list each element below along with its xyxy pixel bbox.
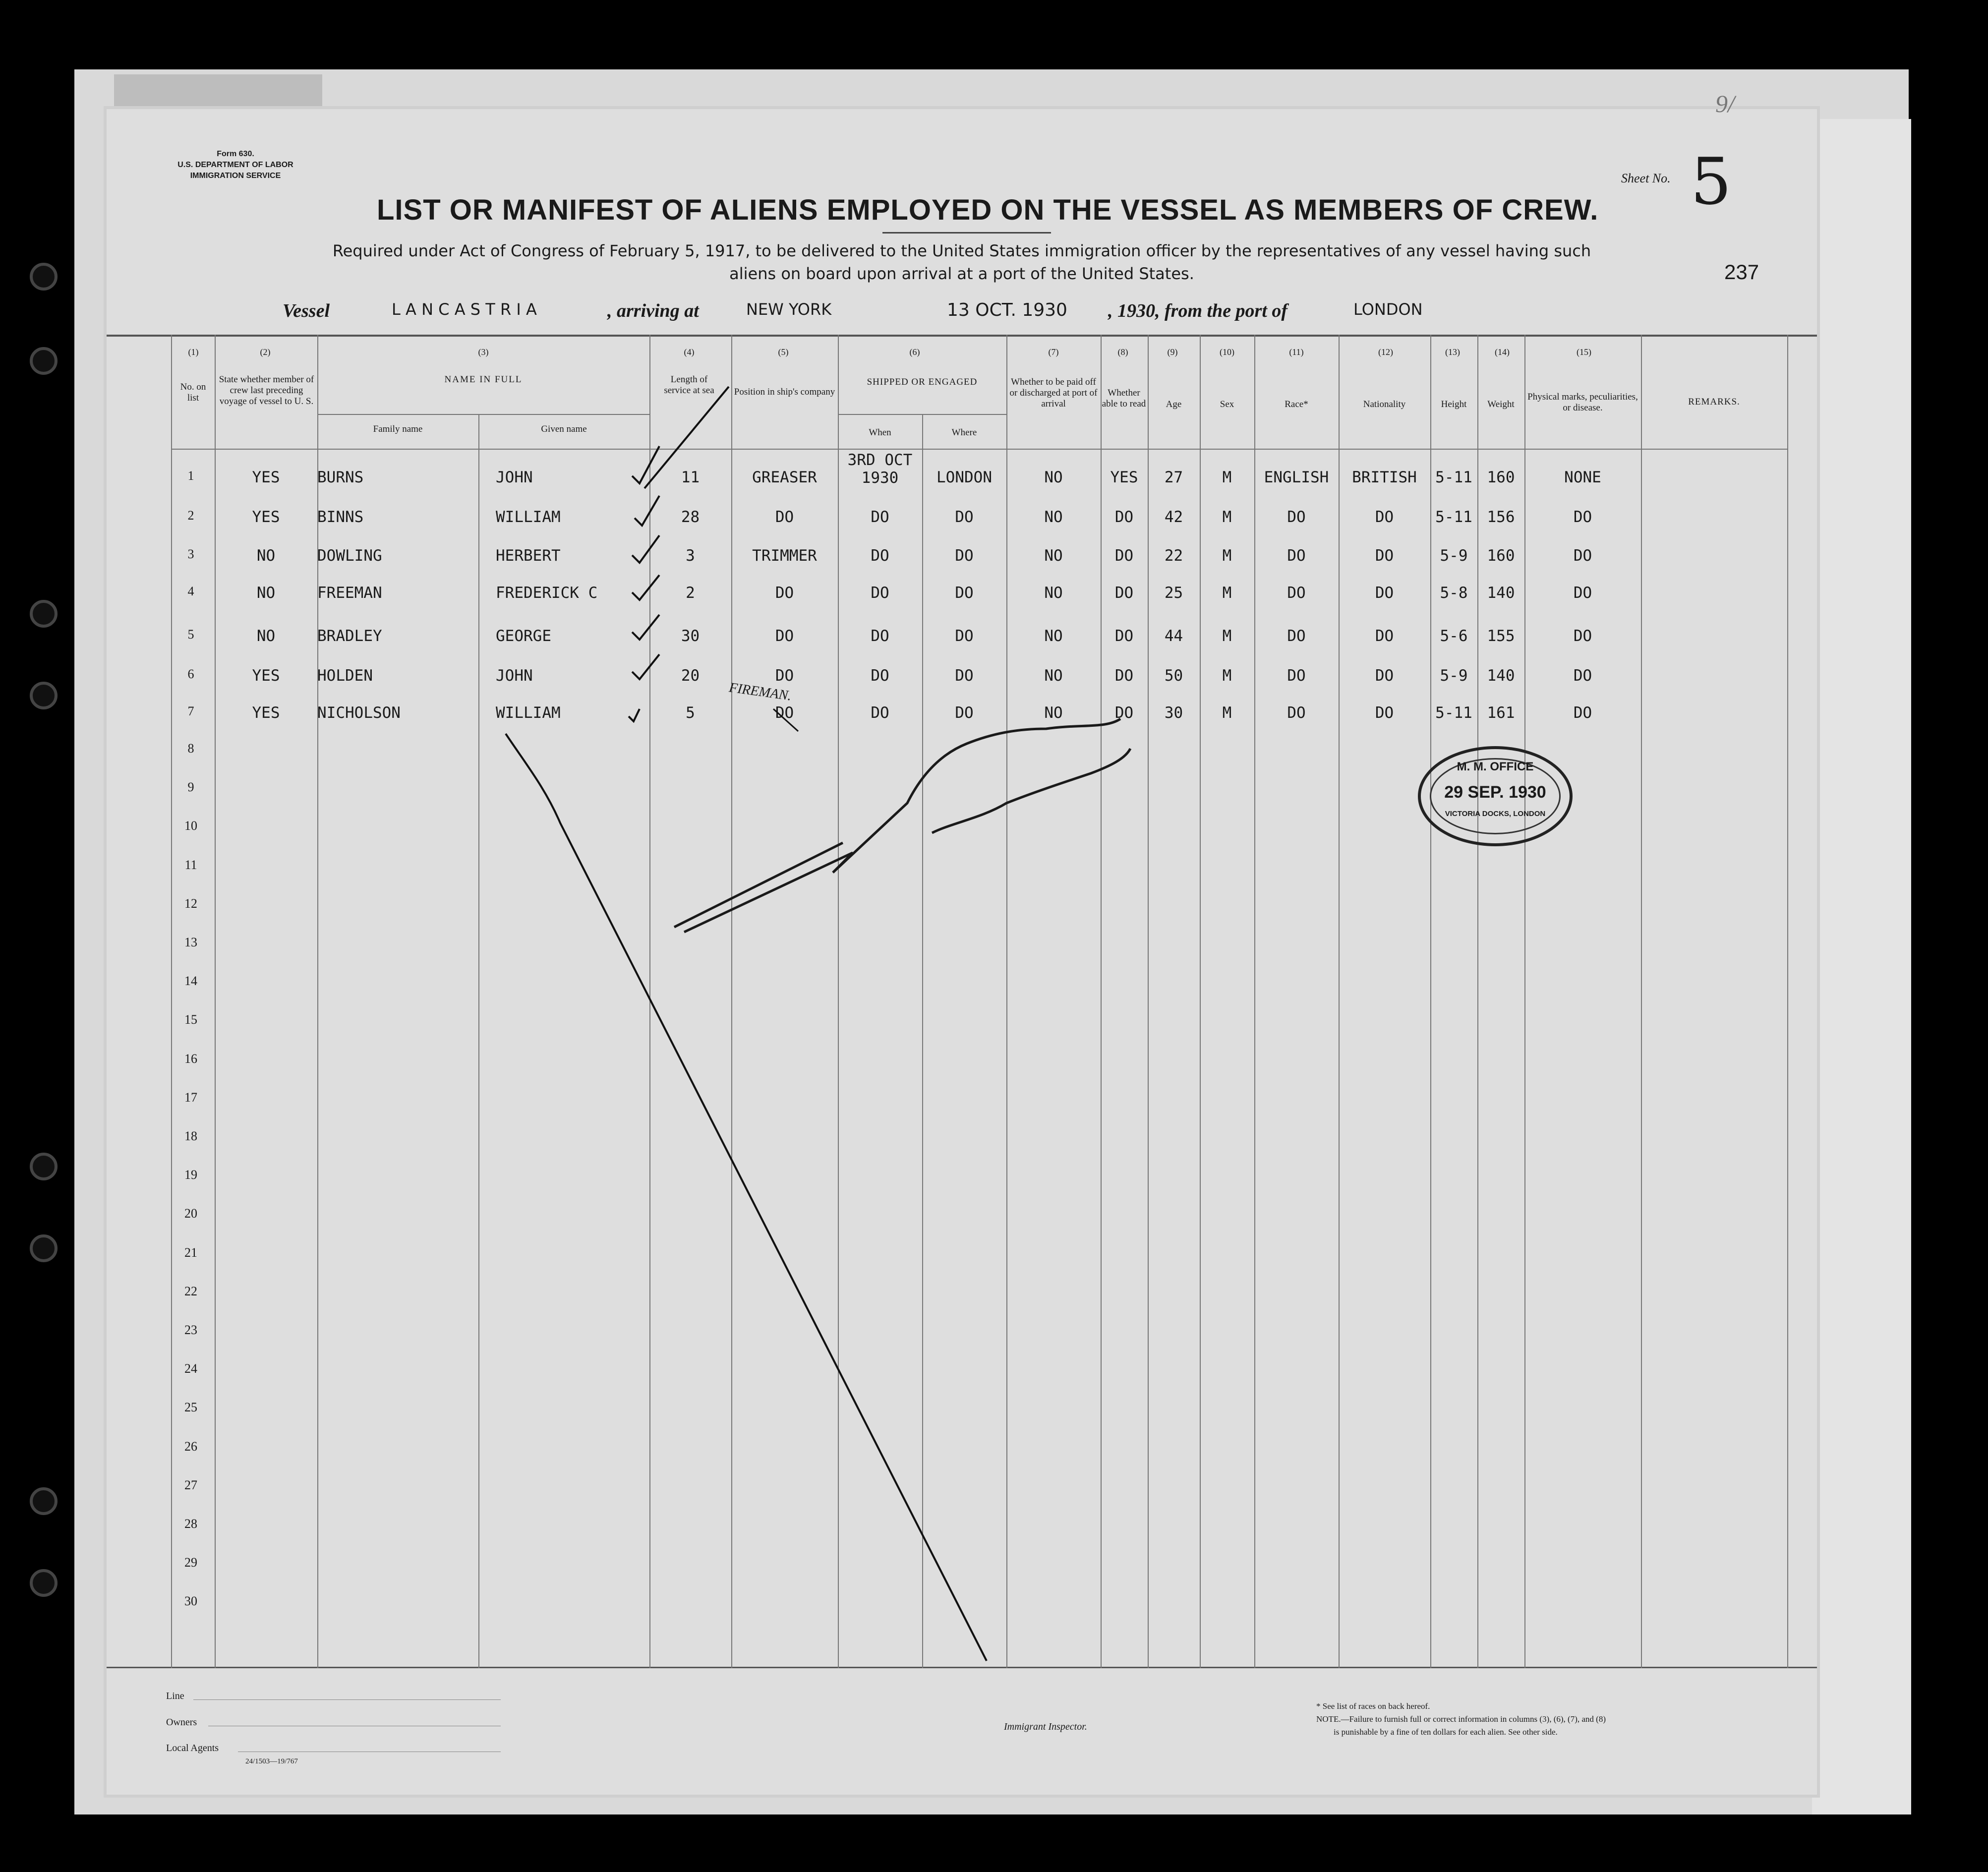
cell-race: DO <box>1287 704 1306 722</box>
cell-read: DO <box>1114 704 1134 722</box>
cell-age: 22 <box>1164 547 1183 565</box>
check-mark <box>632 446 659 483</box>
column-number: (13) <box>1445 347 1460 357</box>
footer-print-code: 24/1503—19/767 <box>245 1757 298 1765</box>
row-number: 12 <box>184 896 197 911</box>
signature <box>674 719 1130 932</box>
arriving-label: , arriving at <box>607 300 699 321</box>
check-mark <box>632 575 659 600</box>
page-title: LIST OR MANIFEST OF ALIENS EMPLOYED ON THE VESSEL AS MEMBERS OF CREW. <box>377 194 1599 226</box>
cell-prev: YES <box>252 508 280 526</box>
column-number: (10) <box>1220 347 1234 357</box>
footer-line-label: Line <box>166 1691 184 1701</box>
cell-weight: 155 <box>1487 627 1515 645</box>
row-number: 7 <box>187 704 194 718</box>
cell-nat: DO <box>1375 508 1394 526</box>
slash-mark <box>644 387 729 488</box>
cell-where: DO <box>955 704 974 722</box>
header-physical-marks: Physical marks, peculiarities, or disease. <box>1527 392 1638 413</box>
cell-prev: NO <box>256 547 276 565</box>
cell-nat: DO <box>1375 584 1394 602</box>
cell-marks: DO <box>1573 547 1592 565</box>
cell-service: 2 <box>686 584 695 602</box>
check-mark <box>632 654 659 679</box>
cell-position: GREASER <box>752 468 817 486</box>
row-number: 28 <box>184 1517 197 1531</box>
cell-height: 5-11 <box>1435 508 1472 526</box>
cancellation-line <box>506 734 987 1661</box>
row-number: 17 <box>184 1090 197 1105</box>
cell-weight: 161 <box>1487 704 1515 722</box>
header-sex: Sex <box>1220 399 1234 410</box>
column-number: (14) <box>1495 347 1510 357</box>
archive-number: 237 <box>1724 260 1759 284</box>
header-member-last-voyage: State whether member of crew last preceding voyage of vessel to U. S. <box>219 374 314 407</box>
cell-nat: BRITISH <box>1352 468 1417 486</box>
cell-height: 5-11 <box>1435 704 1472 722</box>
cell-paid: NO <box>1044 627 1063 645</box>
cell-when: DO <box>871 704 889 722</box>
form-number: Form 630. <box>217 150 254 158</box>
column-number: (6) <box>909 347 920 357</box>
row-number: 19 <box>184 1168 197 1182</box>
check-mark <box>635 496 659 526</box>
cell-family: DOWLING <box>317 547 382 565</box>
arriving-port: NEW YORK <box>746 300 832 319</box>
cell-where: DO <box>955 667 974 685</box>
cell-age: 42 <box>1164 508 1183 526</box>
cell-age: 27 <box>1164 468 1183 486</box>
cell-read: DO <box>1114 627 1134 645</box>
cell-given: FREDERICK C <box>496 584 598 602</box>
column-number: (7) <box>1048 347 1059 357</box>
cell-paid: NO <box>1044 547 1063 565</box>
row-number: 25 <box>184 1400 197 1415</box>
cell-race: ENGLISH <box>1264 468 1329 486</box>
cell-prev: YES <box>252 704 280 722</box>
cell-marks: DO <box>1573 627 1592 645</box>
cell-where: LONDON <box>936 468 992 486</box>
cell-race: DO <box>1287 547 1306 565</box>
cell-paid: NO <box>1044 584 1063 602</box>
cell-prev: NO <box>256 627 276 645</box>
header-age: Age <box>1166 399 1182 410</box>
footer-note-1: * See list of races on back hereof. <box>1316 1701 1430 1711</box>
cell-paid: NO <box>1044 508 1063 526</box>
row7-annotation: FIREMAN. <box>728 680 793 704</box>
cell-position: DO <box>775 508 794 526</box>
cell-prev: YES <box>252 667 280 685</box>
cell-service: 30 <box>681 627 700 645</box>
check-mark <box>629 709 640 721</box>
row-number: 29 <box>184 1555 197 1570</box>
cell-where: DO <box>955 547 974 565</box>
row-number: 1 <box>187 468 194 483</box>
row-number: 21 <box>184 1245 197 1260</box>
cell-service: 20 <box>681 667 700 685</box>
cell-marks: DO <box>1573 508 1592 526</box>
cell-read: DO <box>1114 508 1134 526</box>
footer-note-2: NOTE.—Failure to furnish full or correct information in columns (3), (6), (7), and (8) <box>1316 1714 1606 1724</box>
footer-local-agents-label: Local Agents <box>166 1743 219 1754</box>
cell-position: DO <box>775 627 794 645</box>
cell-family: FREEMAN <box>317 584 382 602</box>
row-number: 15 <box>184 1012 197 1027</box>
cell-race: DO <box>1287 508 1306 526</box>
do-strike <box>773 709 798 731</box>
cell-height: 5-9 <box>1440 547 1468 565</box>
column-number: (4) <box>684 347 695 357</box>
year-label: , 1930, from the port of <box>1108 300 1288 321</box>
cell-when: DO <box>871 547 889 565</box>
row-number: 20 <box>184 1206 197 1221</box>
column-number: (5) <box>778 347 789 357</box>
cell-sex: M <box>1222 704 1232 722</box>
cell-marks: DO <box>1573 584 1592 602</box>
cell-family: NICHOLSON <box>317 704 401 722</box>
cell-marks: DO <box>1573 704 1592 722</box>
cell-position: DO <box>775 704 794 722</box>
cell-when: DO <box>871 508 889 526</box>
row-number: 3 <box>187 547 194 561</box>
cell-when: DO <box>871 667 889 685</box>
column-number: (9) <box>1167 347 1178 357</box>
check-mark <box>632 535 659 563</box>
column-number: (1) <box>188 347 199 357</box>
vessel-label: Vessel <box>283 300 330 321</box>
cell-sex: M <box>1222 627 1232 645</box>
row-number: 22 <box>184 1284 197 1298</box>
cell-paid: NO <box>1044 667 1063 685</box>
header-given-name: Given name <box>541 424 587 434</box>
header-when: When <box>869 427 891 438</box>
row-number: 4 <box>187 584 194 598</box>
cell-height: 5-11 <box>1435 468 1472 486</box>
row-number: 23 <box>184 1323 197 1337</box>
cell-nat: DO <box>1375 547 1394 565</box>
row-number: 6 <box>187 667 194 681</box>
cell-family: BURNS <box>317 468 364 486</box>
cell-sex: M <box>1222 667 1232 685</box>
cell-family: BINNS <box>317 508 364 526</box>
row-number: 27 <box>184 1477 197 1492</box>
cell-height: 5-9 <box>1440 667 1468 685</box>
stamp-top-text: M. M. OFFICE <box>1457 760 1534 773</box>
cell-sex: M <box>1222 468 1232 486</box>
cell-nat: DO <box>1375 667 1394 685</box>
row-number: 10 <box>184 819 197 833</box>
cell-prev: NO <box>256 584 276 602</box>
row-number: 30 <box>184 1594 197 1609</box>
cell-height: 5-8 <box>1440 584 1468 602</box>
cell-race: DO <box>1287 584 1306 602</box>
row-number: 9 <box>187 780 194 795</box>
sheet-number: 5 <box>1691 144 1732 219</box>
cell-read: DO <box>1114 584 1134 602</box>
header-remarks: REMARKS. <box>1688 397 1740 407</box>
row-number: 18 <box>184 1129 197 1143</box>
cell-height: 5-6 <box>1440 627 1468 645</box>
header-able-to-read: Whether able to read <box>1102 388 1146 409</box>
footer-note-3: is punishable by a fine of ten dollars for each alien. See other side. <box>1334 1727 1558 1737</box>
header-position: Position in ship's company <box>734 387 835 397</box>
cell-paid: NO <box>1044 704 1063 722</box>
column-number: (15) <box>1577 347 1591 357</box>
cell-given: JOHN <box>496 667 533 685</box>
header-weight: Weight <box>1487 399 1515 410</box>
from-port: LONDON <box>1353 300 1423 319</box>
footer-inspector-label: Immigrant Inspector. <box>1004 1721 1087 1732</box>
cell-given: GEORGE <box>496 627 551 645</box>
cell-paid: NO <box>1044 468 1063 486</box>
cell-family: BRADLEY <box>317 627 382 645</box>
row-number: 24 <box>184 1361 197 1376</box>
row-number: 5 <box>187 627 194 642</box>
cell-family: HOLDEN <box>317 667 373 685</box>
subtitle-line-1: Required under Act of Congress of February 5, 1917, to be delivered to the United States immigration officer by the representatives of any vessel having such <box>332 241 1591 260</box>
cell-age: 25 <box>1164 584 1183 602</box>
footer-owners-label: Owners <box>166 1717 197 1728</box>
header-paid-off: Whether to be paid off or discharged at port of arrival <box>1009 377 1098 409</box>
cell-race: DO <box>1287 627 1306 645</box>
cell-age: 50 <box>1164 667 1183 685</box>
check-marks <box>629 387 729 721</box>
column-number: (8) <box>1117 347 1128 357</box>
cell-sex: M <box>1222 508 1232 526</box>
cell-prev: YES <box>252 468 280 486</box>
cell-weight: 156 <box>1487 508 1515 526</box>
cell-given: HERBERT <box>496 547 561 565</box>
header-race: Race* <box>1285 399 1308 410</box>
cell-when: DO <box>871 584 889 602</box>
cell-read: YES <box>1110 468 1138 486</box>
cell-when: 3RD OCT 1930 <box>847 451 913 487</box>
cell-marks: DO <box>1573 667 1592 685</box>
cell-weight: 140 <box>1487 584 1515 602</box>
row-number: 2 <box>187 508 194 523</box>
check-mark <box>632 615 659 640</box>
cell-nat: DO <box>1375 704 1394 722</box>
cell-sex: M <box>1222 584 1232 602</box>
cell-read: DO <box>1114 667 1134 685</box>
column-number: (11) <box>1289 347 1304 357</box>
subtitle-line-2: aliens on board upon arrival at a port of the United States. <box>729 264 1194 283</box>
cell-given: WILLIAM <box>496 704 561 722</box>
sheet-number-label: Sheet No. <box>1621 171 1671 185</box>
cell-service: 11 <box>681 468 700 486</box>
cell-age: 44 <box>1164 627 1183 645</box>
cell-sex: M <box>1222 547 1232 565</box>
cell-service: 28 <box>681 508 700 526</box>
cell-given: WILLIAM <box>496 508 561 526</box>
cell-age: 30 <box>1164 704 1183 722</box>
footer-line-rule <box>193 1699 501 1700</box>
cell-service: 3 <box>686 547 695 565</box>
row-number: 11 <box>184 857 197 872</box>
cell-read: DO <box>1114 547 1134 565</box>
cell-nat: DO <box>1375 627 1394 645</box>
row-number: 8 <box>187 741 194 756</box>
cell-where: DO <box>955 584 974 602</box>
header-length-of-service: Length of service at sea <box>664 374 714 396</box>
header-nationality: Nationality <box>1363 399 1406 410</box>
cell-weight: 160 <box>1487 547 1515 565</box>
column-number: (3) <box>478 347 489 357</box>
cell-when: DO <box>871 627 889 645</box>
column-number: (2) <box>260 347 271 357</box>
arrival-date: 13 OCT. 1930 <box>947 300 1067 320</box>
vessel-name: L A N C A S T R I A <box>392 300 537 319</box>
office-stamp <box>1418 746 1573 846</box>
cell-position: DO <box>775 584 794 602</box>
row-number: 26 <box>184 1439 197 1454</box>
header-shipped-engaged: SHIPPED OR ENGAGED <box>867 377 978 387</box>
row-number: 13 <box>184 935 197 949</box>
header-name-in-full: NAME IN FULL <box>444 374 523 385</box>
cell-service: 5 <box>686 704 695 722</box>
row-number: 16 <box>184 1051 197 1066</box>
corner-mark: 9/ <box>1715 90 1735 117</box>
cell-marks: NONE <box>1564 468 1601 486</box>
cell-weight: 160 <box>1487 468 1515 486</box>
stamp-date: 29 SEP. 1930 <box>1444 783 1546 802</box>
cell-given: JOHN <box>496 468 533 486</box>
column-number: (12) <box>1378 347 1393 357</box>
stamp-bottom-text: VICTORIA DOCKS, LONDON <box>1445 810 1546 818</box>
cell-race: DO <box>1287 667 1306 685</box>
cell-where: DO <box>955 627 974 645</box>
row-number: 14 <box>184 974 197 989</box>
cell-position: DO <box>775 667 794 685</box>
department: U.S. DEPARTMENT OF LABOR <box>177 161 293 169</box>
header-no-on-list: No. on list <box>180 382 206 403</box>
cell-weight: 140 <box>1487 667 1515 685</box>
header-where: Where <box>951 427 977 438</box>
service: IMMIGRATION SERVICE <box>190 172 281 180</box>
header-family-name: Family name <box>373 424 423 434</box>
header-height: Height <box>1441 399 1467 410</box>
cell-where: DO <box>955 508 974 526</box>
cell-position: TRIMMER <box>752 547 817 565</box>
